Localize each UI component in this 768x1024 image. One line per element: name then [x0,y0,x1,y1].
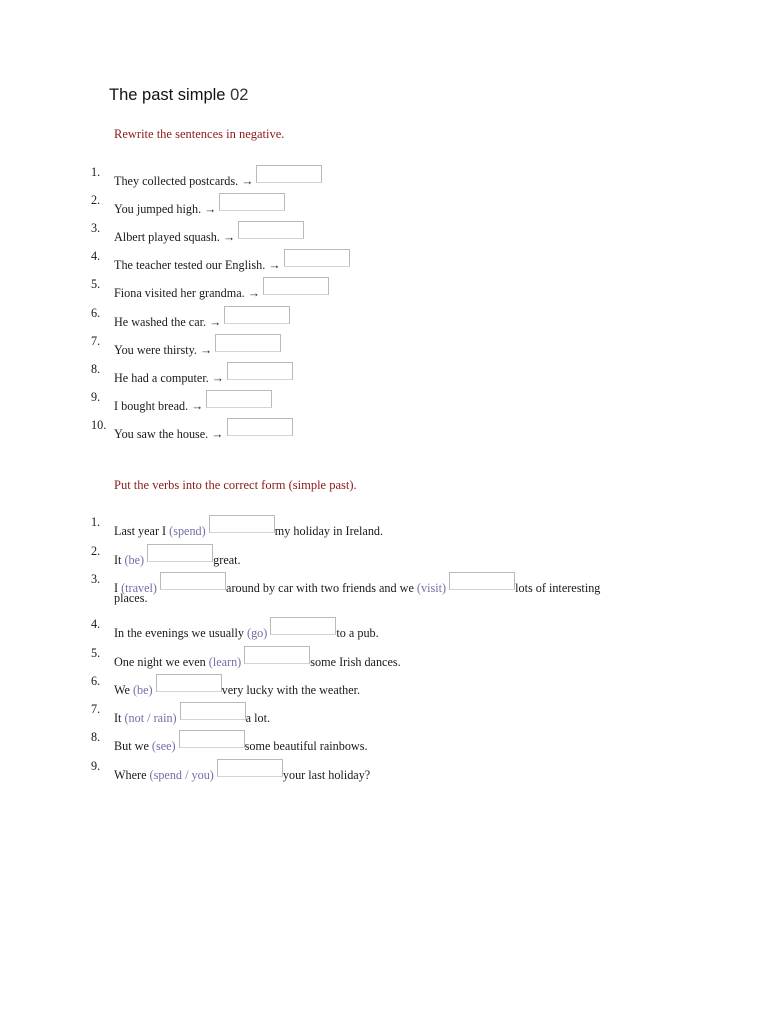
section1-instruction: Rewrite the sentences in negative. [114,127,285,141]
verb-hint: (be) [124,553,145,567]
item-number: 8. [91,362,101,376]
verb-hint: (travel) [121,581,157,595]
item-text: some Irish dances. [310,655,401,669]
verb-hint: (be) [132,683,153,697]
item-text: He had a computer. → [114,371,224,385]
item-number: 7. [91,702,101,716]
answer-input[interactable] [206,390,272,408]
item-text: Albert played squash. → [114,230,236,244]
answer-input[interactable] [179,730,245,748]
item-text: your last holiday? [282,768,371,782]
item-number: 1. [91,165,101,179]
item-text: some beautiful rainbows. [244,739,368,753]
item-number: 10. [91,418,107,432]
verb-hint: (visit) [416,581,447,595]
item-text: One night we even [114,655,209,669]
answer-input[interactable] [156,674,222,692]
verb-hint: (see) [151,739,176,753]
answer-input[interactable] [227,418,293,436]
item-text: Where [114,768,150,782]
item-text: You were thirsty. → [114,343,213,357]
verb-hint: (spend / you) [149,768,214,782]
item-text: I [114,581,122,595]
item-text: It [114,553,125,567]
item-text: The teacher tested our English. → [114,258,281,272]
item-text: very lucky with the weather. [221,683,361,697]
answer-input[interactable] [270,617,336,635]
verb-hint: (learn) [208,655,242,669]
item-text: But we [114,739,152,753]
item-text: We [114,683,133,697]
answer-input[interactable] [256,165,322,183]
answer-input[interactable] [224,306,290,324]
verb-hint: (spend) [169,524,206,538]
item-text: You saw the house. → [114,427,224,441]
item-text: Last year I [114,524,170,538]
item-number: 7. [91,334,101,348]
item-number: 4. [91,617,101,631]
item-number: 3. [91,221,101,235]
item-number: 2. [91,544,101,558]
item-number: 1. [91,515,101,529]
answer-input[interactable] [180,702,246,720]
answer-input[interactable] [215,334,281,352]
item-number: 2. [91,193,101,207]
item-text: a lot. [245,711,271,725]
item-text: In the evenings we usually [114,626,248,640]
verb-hint: (go) [247,626,268,640]
item-number: 4. [91,249,101,263]
item-text: to a pub. [336,626,379,640]
answer-input[interactable] [244,646,310,664]
item-text: around by car with two friends and we [226,581,417,595]
title-number: 02 [230,86,249,104]
item-number: 9. [91,390,101,404]
answer-input[interactable] [209,515,275,533]
answer-input[interactable] [227,362,293,380]
section2-instruction: Put the verbs into the correct form (simple past). [114,478,357,492]
item-number: 5. [91,646,101,660]
item-text: lots of interesting [515,581,601,595]
item-text: my holiday in Ireland. [274,524,384,538]
item-number: 5. [91,277,101,291]
answer-input[interactable] [219,193,285,211]
answer-input[interactable] [217,759,283,777]
item-number: 8. [91,730,101,744]
item-number: 9. [91,759,101,773]
item-text: He washed the car. → [114,315,222,329]
item-text: I bought bread. → [114,399,204,413]
answer-input[interactable] [160,572,226,590]
item-text: They collected postcards. → [114,174,254,188]
answer-input[interactable] [147,544,213,562]
verb-hint: (not / rain) [124,711,177,725]
answer-input[interactable] [284,249,350,267]
title-main: The past simple [109,86,226,104]
item-number: 6. [91,306,101,320]
page-title [109,86,248,105]
item-number: 3. [91,572,101,586]
item-text: You jumped high. → [114,202,217,216]
item-text: Fiona visited her grandma. → [114,286,260,300]
item-text: It [114,711,125,725]
answer-input[interactable] [263,277,329,295]
item-text: great. [213,553,241,567]
answer-input[interactable] [238,221,304,239]
answer-input[interactable] [449,572,515,590]
item-number: 6. [91,674,101,688]
item-text-continued: places. [114,591,148,605]
